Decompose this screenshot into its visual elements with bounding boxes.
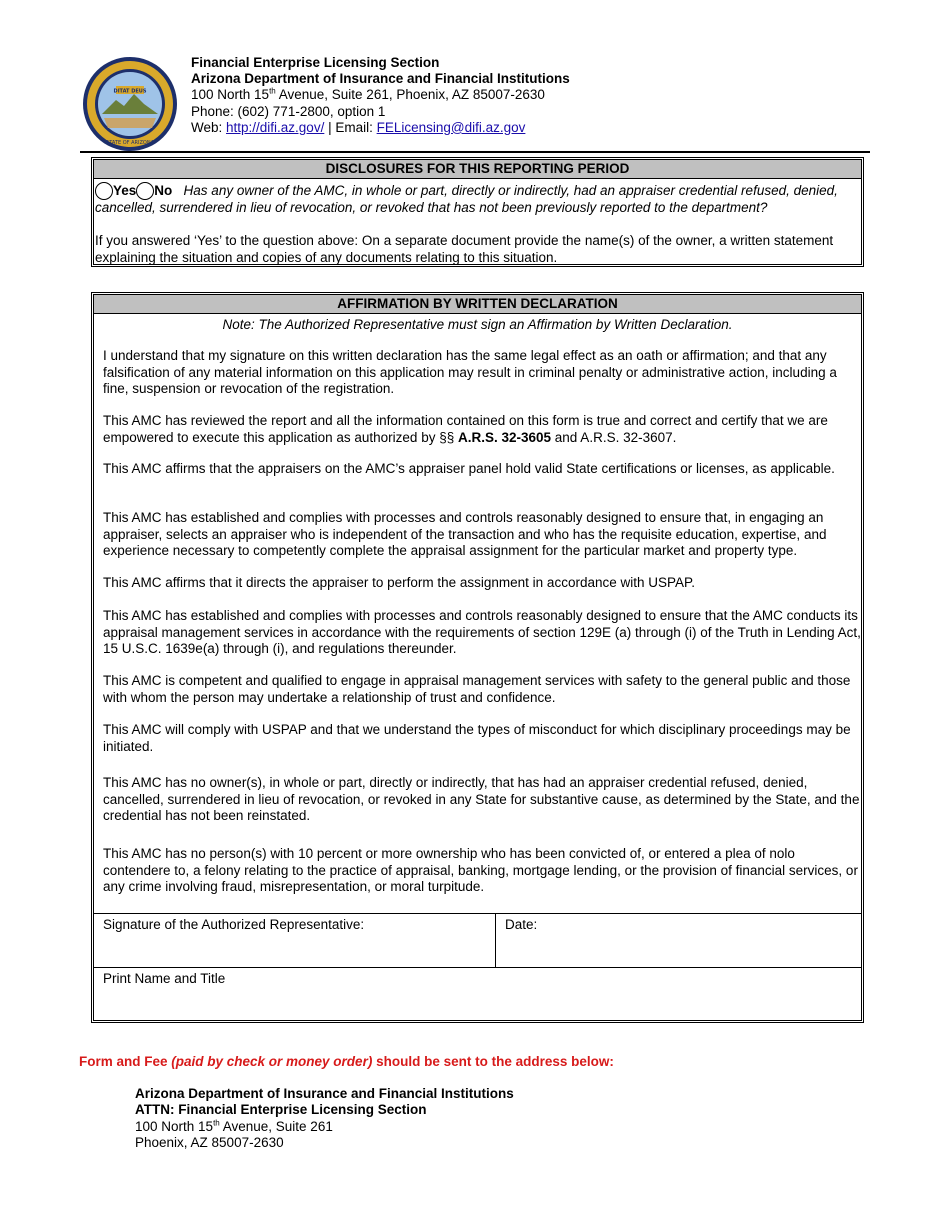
affirmation-paragraph: This AMC has established and complies with processes and controls reasonably designed to ensure that, in engaging an appraiser, selects an appraiser who is independent of the transaction and who has the requisite education, expertise, and experience necessary to competently complete the appraisal assignment for the particular market and property type. bbox=[103, 510, 827, 559]
affirmation-section bbox=[91, 292, 864, 1023]
affirmation-paragraph: I understand that my signature on this written declaration has the same legal effect as an oath or affirmation; and that any falsification of any material information on this application may result in criminal penalty or administrative action, including a fine, suspension or revocation of the registration. bbox=[103, 348, 837, 397]
affirmation-note: Note: The Authorized Representative must sign an Affirmation by Written Declaration. bbox=[222, 317, 733, 332]
affirmation-paragraph: This AMC has no owner(s), in whole or part, directly or indirectly, that has had an appraiser credential refused, denied, cancelled, surrendered in lieu of revocation, or revoked in any State for substantive cause, as determined by the State, and the credential has not been reinstated. bbox=[103, 775, 860, 824]
affirmation-paragraph: This AMC is competent and qualified to engage in appraisal management services with safety to the general public and those with whom the person may undertake a relationship of trust and confidence. bbox=[103, 673, 851, 705]
disclosure-question bbox=[95, 182, 855, 217]
affirmation-paragraph: This AMC has no person(s) with 10 percent or more ownership who has been convicted of, or entered a plea of nolo contendere to, a felony relating to the practice of appraisal, banking, mortgage lending, or the provision of financial services, or any crime involving fraud, misrepresentation, or moral turpitude. bbox=[103, 846, 858, 895]
header-web-email: Web: http://difi.az.gov/ | Email: FELicensing@difi.az.gov bbox=[191, 119, 526, 135]
affirmation-paragraph: This AMC has reviewed the report and all the information contained on this form is true and correct and certify that we are empowered to execute this application as authorized by §§ A.R.S. 32-3605 and A.R.S. 32-3607. bbox=[103, 413, 828, 445]
letterhead-text bbox=[191, 55, 570, 136]
mailing-line: Phoenix, AZ 85007-2630 bbox=[135, 1134, 284, 1150]
header-divider bbox=[80, 151, 870, 153]
disclosures-title: DISCLOSURES FOR THIS REPORTING PERIOD bbox=[94, 160, 861, 179]
department-name: Arizona Department of Insurance and Financial Institutions bbox=[191, 71, 570, 87]
send-instructions: Form and Fee (paid by check or money order) should be sent to the address below: bbox=[79, 1054, 614, 1069]
no-label: No bbox=[154, 183, 173, 198]
header-address: 100 North 15th Avenue, Suite 261, Phoenix, AZ 85007-2630 bbox=[191, 86, 545, 103]
print-name-row bbox=[94, 967, 861, 1020]
question-text: Has any owner of the AMC, in whole or part, directly or indirectly, had an appraiser credential refused, denied, cancelled, surrendered in lieu of revocation, or revoked that has not been previously reported to the department? bbox=[95, 183, 838, 215]
signature-row bbox=[94, 913, 861, 968]
svg-text:STATE OF ARIZONA: STATE OF ARIZONA bbox=[106, 140, 154, 146]
arizona-seal-icon bbox=[82, 56, 178, 152]
disclosures-section bbox=[91, 157, 864, 267]
svg-text:DITAT DEUS: DITAT DEUS bbox=[113, 88, 147, 95]
affirmation-paragraph: This AMC has established and complies with processes and controls reasonably designed to ensure that the AMC conducts its appraisal management services in accordance with the requirements of section 129E (a) through (i) of the Truth in Lending Act, 15 U.S.C. 1639e(a) through (i), and regulations thereunder. bbox=[103, 608, 861, 657]
mailing-line: ATTN: Financial Enterprise Licensing Section bbox=[135, 1102, 427, 1118]
affirmation-paragraph: This AMC will comply with USPAP and that we understand the types of misconduct for which disciplinary proceedings may be initiated. bbox=[103, 722, 851, 754]
affirmation-title: AFFIRMATION BY WRITTEN DECLARATION bbox=[94, 295, 861, 314]
affirmation-paragraph: This AMC affirms that it directs the appraiser to perform the assignment in accordance with USPAP. bbox=[103, 575, 696, 590]
print-name-field[interactable]: Print Name and Title bbox=[103, 971, 226, 986]
letterhead bbox=[82, 52, 872, 152]
no-radio[interactable] bbox=[136, 182, 154, 200]
date-field[interactable]: Date: bbox=[505, 917, 538, 932]
affirmation-paragraph: This AMC affirms that the appraisers on the AMC’s appraiser panel hold valid State certifications or licenses, as applicable. bbox=[103, 461, 835, 476]
email-link[interactable]: FELicensing@difi.az.gov bbox=[376, 119, 526, 135]
signature-divider bbox=[495, 914, 496, 968]
website-link[interactable]: http://difi.az.gov/ bbox=[226, 119, 325, 135]
mailing-line: Arizona Department of Insurance and Financial Institutions bbox=[135, 1086, 514, 1101]
signature-field[interactable]: Signature of the Authorized Representative: bbox=[103, 917, 365, 932]
yes-label: Yes bbox=[113, 183, 137, 198]
if-yes-instructions: If you answered ‘Yes’ to the question above: On a separate document provide the name(s) of the owner, a written statement explaining the situation and copies of any documents relating to this situation. bbox=[95, 233, 834, 265]
mailing-address bbox=[135, 1086, 514, 1151]
yes-radio[interactable] bbox=[95, 182, 113, 200]
org-name: Financial Enterprise Licensing Section bbox=[191, 55, 440, 70]
mailing-line: 100 North 15th Avenue, Suite 261 bbox=[135, 1118, 333, 1134]
header-phone: Phone: (602) 771-2800, option 1 bbox=[191, 103, 386, 119]
